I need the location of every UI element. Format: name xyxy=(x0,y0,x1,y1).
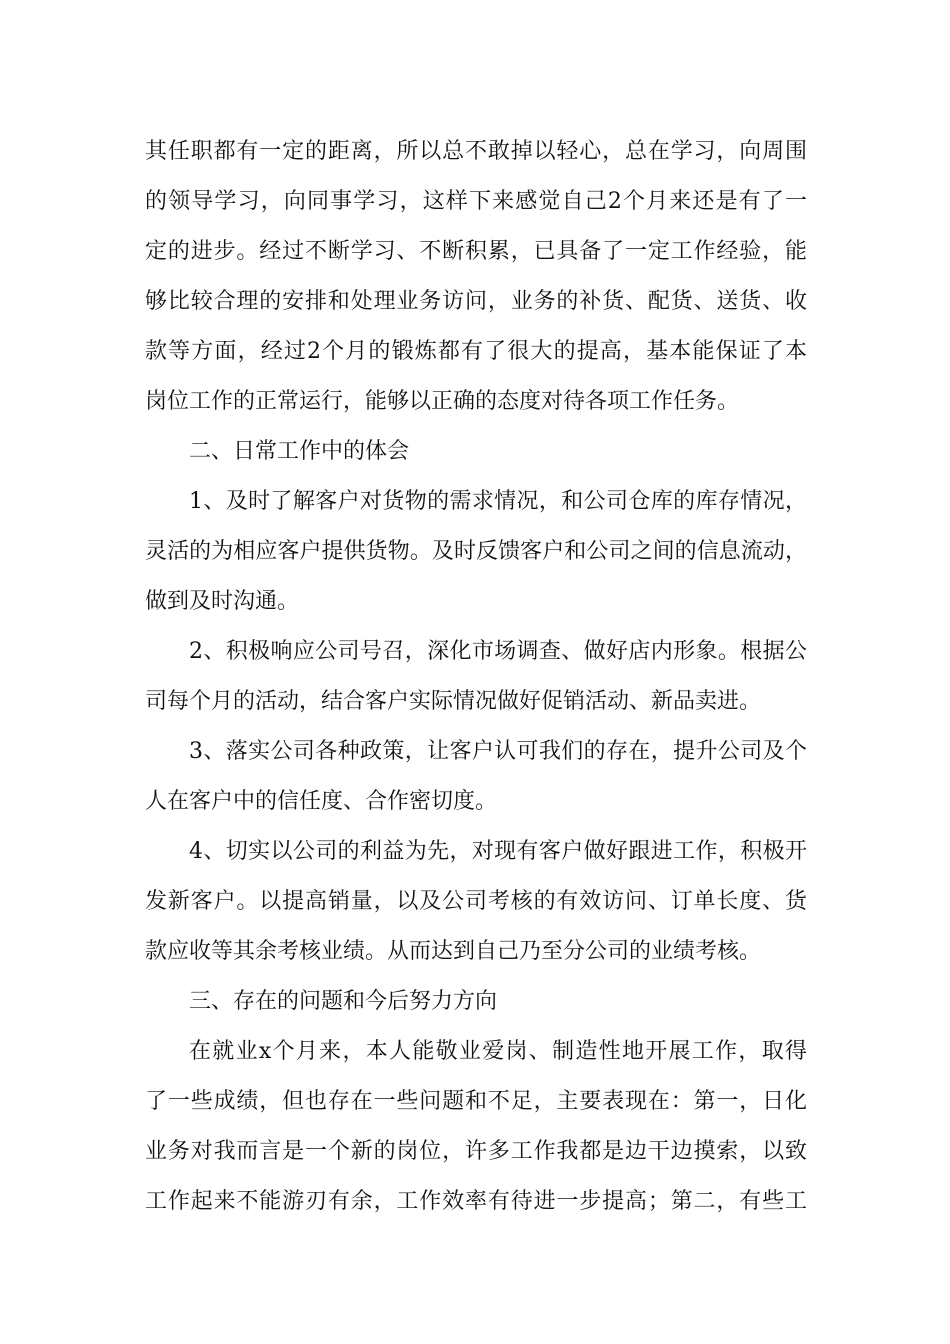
text-line: 定的进步。经过不断学习、不断积累，已具备了一定工作经验，能 xyxy=(145,239,807,264)
text-line: 业务对我而言是一个新的岗位，许多工作我都是边干边摸索，以致 xyxy=(145,1139,807,1164)
text-line: 款应收等其余考核业绩。从而达到自己乃至分公司的业绩考核。 xyxy=(145,939,762,964)
text-line: 在就业x个月来，本人能敬业爱岗、制造性地开展工作，取得 xyxy=(189,1039,807,1064)
text-line: 发新客户。以提高销量，以及公司考核的有效访问、订单长度、货 xyxy=(145,889,807,914)
text-line: 3、落实公司各种政策，让客户认可我们的存在，提升公司及个 xyxy=(189,739,807,764)
text-line: 4、切实以公司的利益为先，对现有客户做好跟进工作，积极开 xyxy=(189,839,807,864)
text-line: 岗位工作的正常运行，能够以正确的态度对待各项工作任务。 xyxy=(145,389,740,414)
text-line: 灵活的为相应客户提供货物。及时反馈客户和公司之间的信息流动， xyxy=(145,539,807,564)
text-line: 司每个月的活动，结合客户实际情况做好促销活动、新品卖进。 xyxy=(145,689,762,714)
text-line: 2、积极响应公司号召，深化市场调查、做好店内形象。根据公 xyxy=(189,639,807,664)
text-line: 款等方面，经过2个月的锻炼都有了很大的提高，基本能保证了本 xyxy=(145,339,807,364)
text-line: 做到及时沟通。 xyxy=(145,589,300,614)
section-heading: 三、存在的问题和今后努力方向 xyxy=(189,989,498,1014)
text-line: 够比较合理的安排和处理业务访问，业务的补货、配货、送货、收 xyxy=(145,289,807,314)
text-line: 人在客户中的信任度、合作密切度。 xyxy=(145,789,498,814)
text-line: 的领导学习，向同事学习，这样下来感觉自己2个月来还是有了一 xyxy=(145,189,807,214)
text-line: 1、及时了解客户对货物的需求情况，和公司仓库的库存情况， xyxy=(189,489,807,514)
text-line: 了一些成绩，但也存在一些问题和不足，主要表现在：第一，日化 xyxy=(145,1089,807,1114)
text-line: 工作起来不能游刃有余，工作效率有待进一步提高；第二，有些工 xyxy=(145,1189,807,1214)
section-heading: 二、日常工作中的体会 xyxy=(189,439,410,464)
text-line: 其任职都有一定的距离，所以总不敢掉以轻心，总在学习，向周围 xyxy=(145,139,807,164)
document-body xyxy=(145,127,807,1227)
